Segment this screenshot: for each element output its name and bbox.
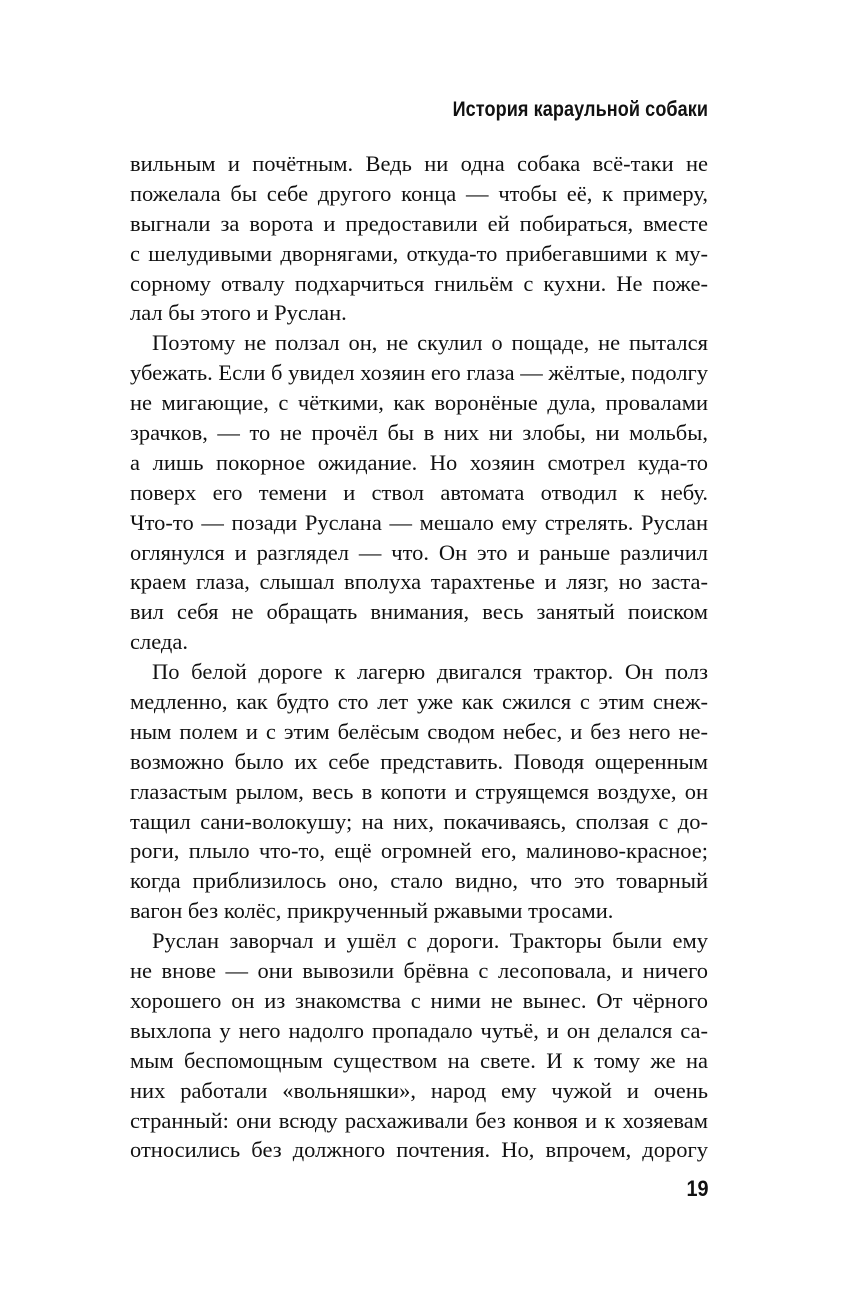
text-line: Поэтому не ползал он, не скулил о пощаде, не пытался <box>152 330 708 356</box>
text-line: а лишь покорное ожидание. Но хозяин смотрел куда-то <box>130 449 708 475</box>
text-line: возможно было их себе представить. Поводя ощеренным <box>130 748 708 774</box>
text-line: медленно, как будто сто лет уже как сжился с этим снеж- <box>130 689 708 715</box>
text-line: с шелудивыми дворнягами, откуда-то прибегавшими к му- <box>130 240 708 266</box>
text-line: мым беспомощным существом на свете. И к тому же на <box>130 1047 708 1073</box>
text-line: зрачков, — то не прочёл бы в них ни злобы, ни мольбы, <box>130 420 708 446</box>
text-line: хорошего он из знакомства с ними не вынес. От чёрного <box>130 987 708 1013</box>
text-line: глазастым рылом, весь в копоти и струящемся воздухе, он <box>130 778 708 804</box>
text-line: ным полем и с этим белёсым сводом небес, и без него не- <box>130 718 708 744</box>
text-line: не мигающие, с чёткими, как воронёные дула, провалами <box>130 390 708 416</box>
text-line: вил себя не обращать внимания, весь занятый поиском <box>130 599 708 625</box>
text-line: странный: они всюду расхаживали без конвоя и к хозяевам <box>130 1107 708 1133</box>
text-line: них работали «вольняшки», народ ему чужой и очень <box>130 1077 708 1103</box>
text-line: Руслан заворчал и ушёл с дороги. Тракторы были ему <box>152 928 708 954</box>
text-line: пожелала бы себе другого конца — чтобы её, к примеру, <box>130 180 708 206</box>
text-line: относились без должного почтения. Но, впрочем, дорогу <box>130 1137 708 1163</box>
text-line: тащил сани-волокушу; на них, покачиваясь, сползая с до- <box>130 808 708 834</box>
text-line: следа. <box>130 629 188 655</box>
text-line: вагон без колёс, прикрученный ржавыми тросами. <box>130 898 614 924</box>
text-line: Что-то — позади Руслана — мешало ему стрелять. Руслан <box>130 509 708 535</box>
text-line: По белой дороге к лагерю двигался трактор. Он полз <box>152 659 708 685</box>
text-line: роги, плыло что-то, ещё огромней его, малиново-красное; <box>130 838 708 864</box>
text-line: оглянулся и разглядел — что. Он это и раньше различил <box>130 539 708 565</box>
text-line: не внове — они вывозили брёвна с лесоповала, и ничего <box>130 958 708 984</box>
text-line: выгнали за ворота и предоставили ей побираться, вместе <box>130 210 708 236</box>
text-line: когда приблизилось оно, стало видно, что это товарный <box>130 868 708 894</box>
text-line: поверх его темени и ствол автомата отводил к небу. <box>130 479 708 505</box>
running-head: История караульной собаки <box>452 98 708 121</box>
text-line: лал бы этого и Руслан. <box>130 300 347 326</box>
text-line: выхлопа у него надолго пропадало чутьё, и он делался са- <box>130 1017 708 1043</box>
text-line: краем глаза, слышал вполуха тарахтенье и лязг, но заста- <box>130 569 708 595</box>
text-line: вильным и почётным. Ведь ни одна собака всё-таки не <box>130 151 708 176</box>
page-number: 19 <box>685 1176 708 1201</box>
body-text <box>130 149 708 1165</box>
text-line: сорному отвалу подхарчиться гнильём с кухни. Не поже- <box>130 270 708 296</box>
text-line: убежать. Если б увидел хозяин его глаза — жёлтые, подолгу <box>130 360 709 386</box>
